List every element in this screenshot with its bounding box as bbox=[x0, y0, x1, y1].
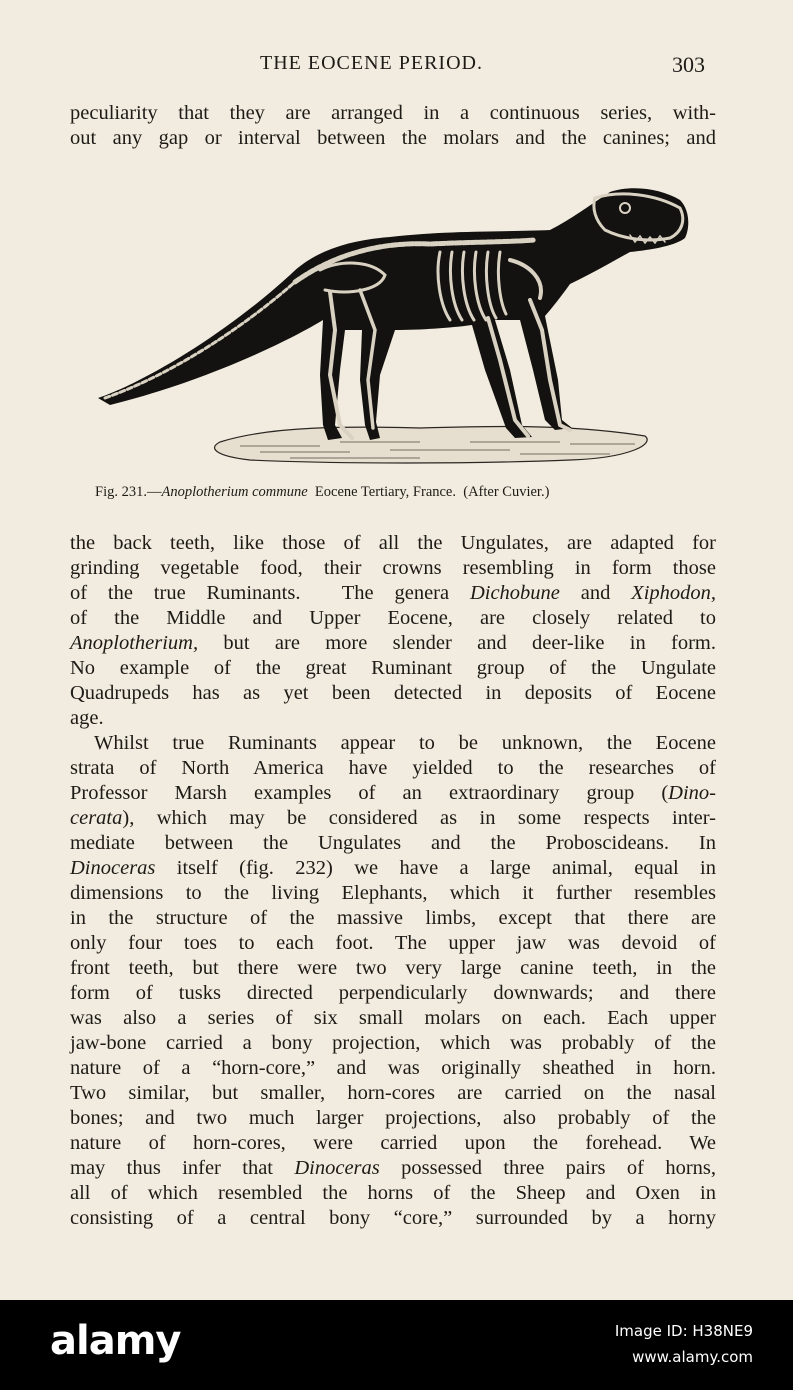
figure-caption bbox=[95, 484, 705, 501]
text-line: of the true Ruminants. The genera Dichobune and Xiphodon, bbox=[70, 582, 717, 604]
text-line: of the Middle and Upper Eocene, are closely related to bbox=[70, 607, 716, 629]
body-text bbox=[70, 531, 716, 1231]
top-paragraph bbox=[70, 101, 716, 151]
text-line: strata of North America have yielded to the researches of bbox=[70, 757, 716, 779]
running-head: THE EOCENE PERIOD. bbox=[260, 52, 483, 74]
text-line: mediate between the Ungulates and the Proboscideans. In bbox=[70, 832, 716, 854]
text-line: Whilst true Ruminants appear to be unknown, the Eocene bbox=[94, 732, 716, 754]
text-line: Dinoceras itself (fig. 232) we have a large animal, equal in bbox=[70, 857, 716, 879]
text-line: out any gap or interval between the molars and the canines; and bbox=[70, 127, 716, 149]
page-number: 303 bbox=[672, 52, 705, 77]
alamy-logo: alamy bbox=[50, 1318, 181, 1364]
text-line: grinding vegetable food, their crowns resembling in form those bbox=[70, 557, 716, 579]
text-line: form of tusks directed perpendicularly downwards; and there bbox=[70, 982, 716, 1004]
text-line: front teeth, but there were two very large canine teeth, in the bbox=[70, 957, 716, 979]
text-line: nature of a “horn-core,” and was originally sheathed in horn. bbox=[70, 1057, 716, 1079]
text-line: the back teeth, like those of all the Ungulates, are adapted for bbox=[70, 532, 716, 554]
text-line: consisting of a central bony “core,” surrounded by a horny bbox=[70, 1207, 716, 1229]
text-line: all of which resembled the horns of the Sheep and Oxen in bbox=[70, 1182, 716, 1204]
text-line: cerata), which may be considered as in some respects inter- bbox=[70, 807, 716, 829]
text-line: only four toes to each foot. The upper jaw was devoid of bbox=[70, 932, 716, 954]
text-line: No example of the great Ruminant group of the Ungulate bbox=[70, 657, 716, 679]
text-line: jaw-bone carried a bony projection, which was probably of the bbox=[70, 1032, 716, 1054]
text-line: Professor Marsh examples of an extraordinary group (Dino- bbox=[70, 782, 716, 804]
site-url: www.alamy.com bbox=[632, 1348, 753, 1366]
text-line: Anoplotherium, but are more slender and deer-like in form. bbox=[70, 632, 716, 654]
text-line: bones; and two much larger projections, also probably of the bbox=[70, 1107, 716, 1129]
caption-prefix: Fig. 231.— bbox=[95, 484, 162, 500]
text-line: was also a series of six small molars on each. Each upper bbox=[70, 1007, 716, 1029]
caption-species: Anoplotherium commune bbox=[161, 484, 308, 500]
page-header bbox=[0, 52, 793, 82]
text-line: dimensions to the living Elephants, which it further resembles bbox=[70, 882, 716, 904]
text-line: peculiarity that they are arranged in a continuous series, with- bbox=[70, 102, 716, 124]
text-line: may thus infer that Dinoceras possessed three pairs of horns, bbox=[70, 1157, 717, 1179]
text-line: age. bbox=[70, 707, 104, 729]
stock-footer bbox=[0, 1300, 793, 1390]
anoplotherium-skeleton-illustration bbox=[90, 180, 700, 470]
text-line: Quadrupeds has as yet been detected in deposits of Eocene bbox=[70, 682, 716, 704]
image-id: Image ID: H38NE9 bbox=[614, 1322, 753, 1340]
caption-suffix: Eocene Tertiary, France. (After Cuvier.) bbox=[307, 484, 550, 500]
text-line: in the structure of the massive limbs, except that there are bbox=[70, 907, 716, 929]
text-line: nature of horn-cores, were carried upon the forehead. We bbox=[70, 1132, 716, 1154]
text-line: Two similar, but smaller, horn-cores are carried on the nasal bbox=[70, 1082, 716, 1104]
